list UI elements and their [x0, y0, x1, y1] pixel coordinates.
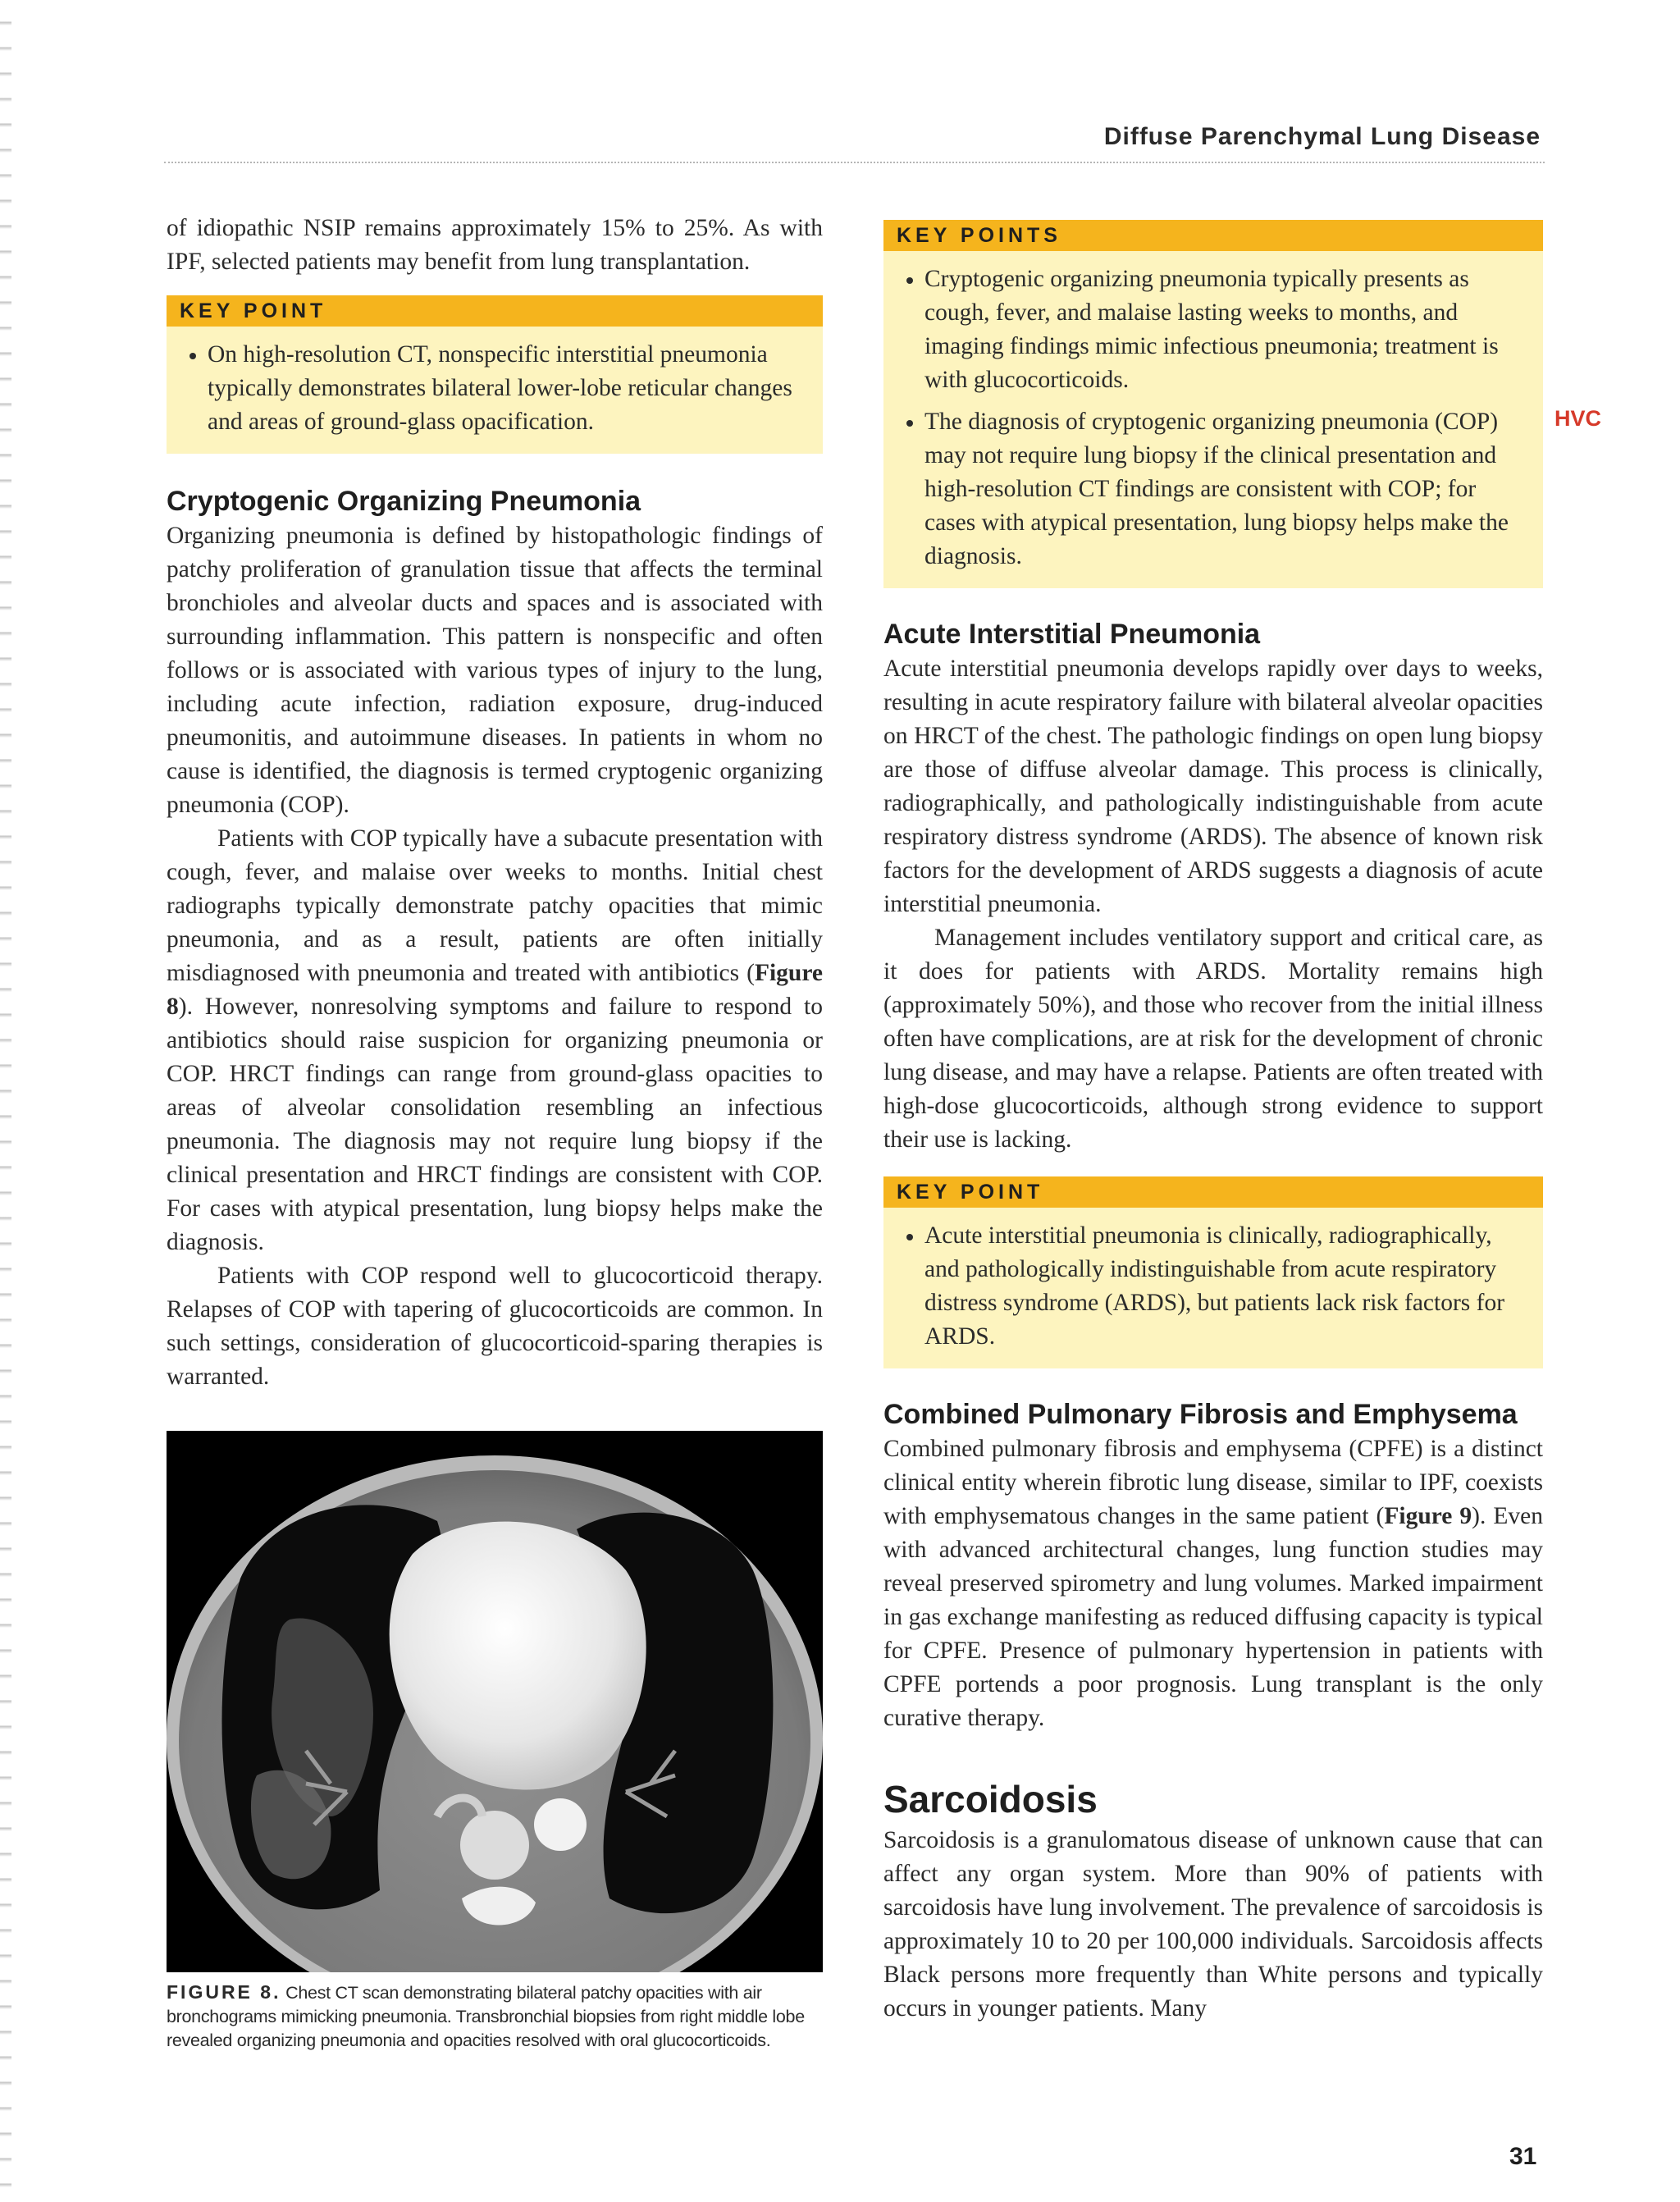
paragraph-cop-3: Patients with COP respond well to glucocorticoid therapy. Relapses of COP with tapering of glucocorticoids are common. In such settings, consideration of glucocorticoid-sparing therapies is warranted.	[167, 1263, 823, 1390]
key-points-heading: KEY POINTS	[883, 220, 1543, 251]
intro-paragraph: of idiopathic NSIP remains approximately 15% to 25%. As with IPF, selected patients may benefit from lung transplantation.	[167, 215, 823, 275]
figure-caption-text: Chest CT scan demonstrating bilateral patchy opacities with air bronchograms mimicking pneumonia. Transbronchial biopsies from right middle lobe revealed organizing pneumonia and opacities resolved with oral glucocorticoids.	[167, 1983, 805, 2050]
key-point-box-aip	[883, 1176, 1543, 1368]
section-heading-cpfe: Combined Pulmonary Fibrosis and Emphysema	[883, 1399, 1518, 1430]
section-heading-sarcoidosis: Sarcoidosis	[883, 1778, 1098, 1821]
page-number: 31	[1509, 2143, 1537, 2170]
running-head: Diffuse Parenchymal Lung Disease	[1103, 123, 1541, 150]
right-column	[883, 212, 1543, 2026]
key-point-list	[883, 1208, 1543, 1368]
paragraph-cop-2	[167, 822, 823, 1259]
paragraph-cop-1: Organizing pneumonia is defined by histopathologic findings of patchy proliferation of granulation tissue that affects the terminal bronchioles and alveolar ducts and spaces and is associated with surrounding inflammation. This pattern is nonspecific and often follows or is associated with various types of injury to the lung, including acute infection, radiation exposure, drug-induced pneumonitis, and autoimmune diseases. In patients in whom no cause is identified, the diagnosis is termed cryptogenic organizing pneumonia (COP).	[167, 523, 823, 818]
key-point-item: • On high-resolution CT, nonspecific interstitial pneumonia typically demonstrates bilateral lower-lobe reticular changes and areas of ground-glass opacification.	[208, 338, 805, 439]
left-column	[167, 212, 823, 2053]
figure-8	[167, 1431, 823, 2053]
hvc-marker: HVC	[1554, 406, 1602, 431]
text-run: Patients with COP typically have a subacute presentation with cough, fever, and malaise over weeks to months. Initial chest radiographs typically demonstrate patchy opacities that mimic pneumonia, and as a result, patients are often initially misdiagnosed with pneumonia and treated with antibiotics (	[167, 825, 823, 986]
figure-9-link[interactable]: Figure 9	[1384, 1503, 1472, 1529]
figure-8-link[interactable]: Figure 8	[167, 960, 823, 1020]
text-run: Combined pulmonary fibrosis and emphysema (CPFE) is a distinct clinical entity wherein fibrotic lung disease, similar to IPF, coexists with emphysematous changes in the same patient (	[883, 1436, 1543, 1529]
section-heading-aip: Acute Interstitial Pneumonia	[883, 619, 1261, 650]
header-divider	[164, 162, 1545, 163]
key-point-list	[167, 327, 823, 454]
paragraph-aip-1: Acute interstitial pneumonia develops rapidly over days to weeks, resulting in acute respiratory failure with bilateral alveolar opacities on HRCT of the chest. The pathologic findings on open lung biopsy are those of diffuse alveolar damage. This process is clinically, radiographically, and pathologically indistinguishable from acute respiratory distress syndrome (ARDS). The absence of known risk factors for the development of ARDS suggests a diagnosis of acute interstitial pneumonia.	[883, 656, 1543, 917]
key-points-list	[883, 251, 1543, 588]
key-points-box-cop	[883, 220, 1543, 588]
text-run: ). Even with advanced architectural changes, lung function studies may reveal preserved spirometry and lung volumes. Marked impairment in gas exchange manifesting as reduced diffusing capacity is typical for CPFE. Presence of pulmonary hypertension in patients with CPFE portends a poor prognosis. Lung transplant is the only curative therapy.	[883, 1503, 1544, 1731]
paragraph-aip-2: Management includes ventilatory support and critical care, as it does for patients with ARDS. Mortality remains high (approximately 50%), and those who recover from the initial illness often have complications, are at risk for the development of chronic lung disease, and may have a relapse. Patients are often treated with high-dose glucocorticoids, although strong evidence to support their use is lacking.	[883, 925, 1543, 1153]
key-point-box-nsip	[167, 295, 823, 454]
key-point-item: • Acute interstitial pneumonia is clinically, radiographically, and pathologically indistinguishable from acute respiratory distress syndrome (ARDS), but patients lack risk factors for ARDS.	[924, 1219, 1525, 1354]
page-binding-edge	[0, 0, 11, 2202]
section-heading-cop: Cryptogenic Organizing Pneumonia	[167, 486, 641, 517]
paragraph-sarcoidosis-1: Sarcoidosis is a granulomatous disease of unknown cause that can affect any organ system. More than 90% of patients with sarcoidosis have lung involvement. The prevalence of sarcoidosis is approximately 10 to 20 per 100,000 individuals. Sarcoidosis affects Black persons more frequently than White persons and typically occurs in younger patients. Many	[883, 1827, 1543, 2022]
paragraph-cpfe	[883, 1432, 1543, 1735]
key-point-item: • The diagnosis of cryptogenic organizing pneumonia (COP) may not require lung biopsy if the clinical presentation and high-resolution CT findings are consistent with COP; for cases with atypical presentation, lung biopsy helps make the diagnosis.	[924, 405, 1525, 573]
key-point-heading: KEY POINT	[883, 1176, 1543, 1208]
figure-label: FIGURE 8.	[167, 1981, 281, 2003]
figure-caption	[167, 1980, 823, 2053]
chest-ct-scan-image	[167, 1431, 823, 1972]
key-point-heading: KEY POINT	[167, 295, 823, 327]
key-point-item: • Cryptogenic organizing pneumonia typically presents as cough, fever, and malaise lasting weeks to months, and imaging findings mimic infectious pneumonia; treatment is with glucocorticoids.	[924, 263, 1525, 397]
text-run: ). However, nonresolving symptoms and failure to respond to antibiotics should raise suspicion for organizing pneumonia or COP. HRCT findings can range from ground-glass opacities to areas of alveolar consolidation resembling an infectious pneumonia. The diagnosis may not require lung biopsy if the clinical presentation and HRCT findings are consistent with COP. For cases with atypical presentation, lung biopsy helps make the diagnosis.	[167, 994, 823, 1255]
